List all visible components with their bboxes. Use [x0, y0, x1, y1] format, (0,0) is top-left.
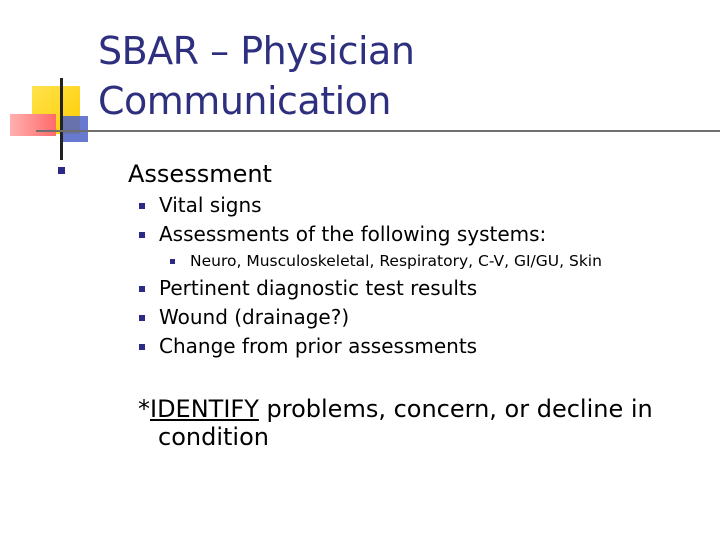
title-line-2: Communication: [98, 79, 392, 123]
decor-vertical-line: [60, 78, 63, 160]
heading-assessment: Assessment: [128, 160, 272, 188]
bullet-level2-icon: [139, 315, 145, 321]
bullet-level2-icon: [139, 286, 145, 292]
list-item-wound: Wound (drainage?): [159, 305, 350, 329]
list-item-assessments: Assessments of the following systems:: [159, 222, 547, 246]
title-line-1: SBAR – Physician: [98, 29, 415, 73]
title-divider: [36, 130, 720, 132]
note-rest: problems, concern, or decline in: [258, 395, 653, 423]
note-prefix: *: [138, 395, 150, 423]
decor-blue-square: [62, 116, 88, 142]
slide-title: [98, 26, 414, 126]
note-emphasis: IDENTIFY: [150, 395, 259, 423]
list-item-vital-signs: Vital signs: [159, 193, 262, 217]
list-item-change: Change from prior assessments: [159, 334, 478, 358]
identify-note: [138, 395, 653, 451]
decor-red-bar: [10, 114, 56, 136]
bullet-level1-icon: [58, 167, 65, 174]
bullet-level3-icon: [170, 259, 175, 264]
bullet-level2-icon: [139, 203, 145, 209]
list-subitem-systems: Neuro, Musculoskeletal, Respiratory, C-V, GI/GU, Skin: [190, 252, 602, 270]
list-item-diagnostic: Pertinent diagnostic test results: [159, 276, 478, 300]
bullet-level2-icon: [139, 344, 145, 350]
bullet-level2-icon: [139, 232, 145, 238]
note-line-2: condition: [158, 423, 269, 451]
